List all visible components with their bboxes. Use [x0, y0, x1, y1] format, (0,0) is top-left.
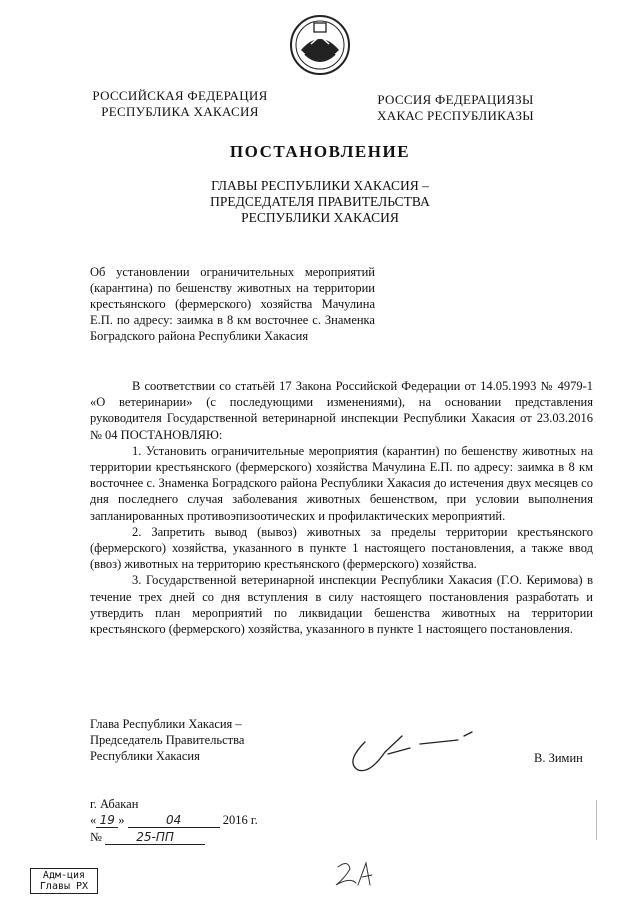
issuer-line-2: ПРЕДСЕДАТЕЛЯ ПРАВИТЕЛЬСТВА — [210, 194, 430, 209]
number-sign: № — [90, 830, 102, 844]
handwritten-signature — [340, 722, 480, 782]
coat-of-arms-emblem — [289, 14, 351, 76]
header-right-line-2: ХАКАС РЕСПУБЛИКАЗЫ — [377, 108, 534, 123]
date-day: 19 — [96, 813, 118, 828]
date-year: 2016 г. — [222, 813, 258, 827]
header-left-line-1: РОССИЙСКАЯ ФЕДЕРАЦИЯ — [92, 88, 268, 103]
date-open-quote: « — [90, 813, 97, 827]
document-number: 25-ПП — [105, 830, 205, 845]
signatory-line-2: Председатель Правительства — [90, 733, 245, 747]
issuer-line-1: ГЛАВЫ РЕСПУБЛИКИ ХАКАСИЯ – — [211, 178, 429, 193]
header-left-line-2: РЕСПУБЛИКА ХАКАСИЯ — [101, 104, 259, 119]
clause-2-paragraph: 2. Запретить вывод (вывоз) животных за пределы территории крестьянского (фермерского) хозяйства, указанного в пункте 1 настоящего постановления, а также ввод (ввоз) животных на территорию крестьянского (фермерского) хозяйства. — [90, 524, 593, 572]
margin-mark — [596, 800, 597, 840]
stamp-line-1: Адм-ция — [42, 870, 86, 881]
document-body — [90, 378, 593, 637]
registration-stamp — [30, 868, 98, 894]
header-right — [368, 92, 543, 124]
signatory-name: В. Зимин — [534, 751, 583, 765]
handwritten-initials — [330, 855, 380, 895]
document-number-line — [90, 830, 205, 845]
document-title: ПОСТАНОВЛЕНИЕ — [229, 142, 411, 161]
issuer-block — [0, 178, 640, 226]
signatory-line-1: Глава Республики Хакасия – — [90, 717, 242, 731]
clause-1-paragraph: 1. Установить ограничительные мероприятия (карантин) по бешенству животных на территории крестьянского (фермерского) хозяйства Мачулина Е.П. по адресу: заимка в 8 км восточнее с. Знаменка Боградского района Республики Хакасия до истечения двух месяцев со дня последнего случая заболевания животных бешенством, при условии выполнения запланированных противоэпизоотических и профилактических мероприятий. — [90, 443, 593, 523]
signatory-line-3: Республики Хакасия — [90, 749, 200, 763]
header-right-line-1: РОССИЯ ФЕДЕРАЦИЯЗЫ — [377, 92, 534, 107]
date-close-quote: » — [118, 813, 125, 827]
issue-date-line — [90, 813, 258, 828]
signatory-title — [90, 716, 244, 764]
issuer-line-3: РЕСПУБЛИКИ ХАКАСИЯ — [241, 210, 399, 225]
document-subject: Об установлении ограничительных мероприятий (карантина) по бешенству животных на территории крестьянского (фермерского) хозяйства Мачулина Е.П. по адресу: заимка в 8 км восточнее с. Знаменка Боградского района Республики Хакасия — [90, 265, 375, 343]
issue-place: г. Абакан — [90, 797, 139, 811]
preamble-paragraph: В соответствии со статьёй 17 Закона Российской Федерации от 14.05.1993 № 4979-1 «О ветеринарии» (с последующими изменениями), на основании представления руководителя Государственной ветеринарной инспекции Республики Хакасия от 23.03.2016 № 04 ПОСТАНОВЛЯЮ: — [90, 379, 593, 442]
header-left — [80, 88, 280, 120]
clause-3-paragraph: 3. Государственной ветеринарной инспекции Республики Хакасия (Г.О. Керимова) в течение трех дней со дня вступления в силу настоящего постановления разработать и утвердить план мероприятий по ликвидации бешенства животных на территории крестьянского (фермерского) хозяйства, указанного в пункте 1 настоящего постановления. — [90, 573, 593, 637]
stamp-line-2: Главы РХ — [39, 881, 89, 892]
date-month: 04 — [128, 813, 220, 828]
